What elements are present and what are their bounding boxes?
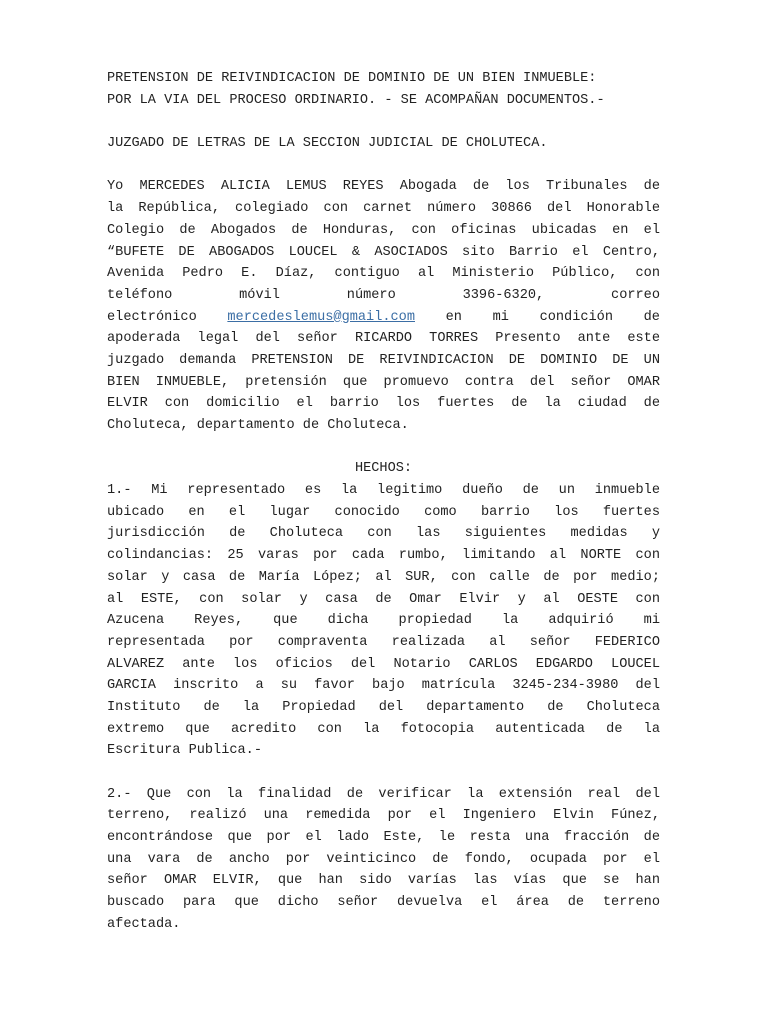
paragraph-line: afectada. bbox=[107, 916, 181, 932]
paragraph-line: señor OMAR ELVIR, que han sido varías las vías que se han bbox=[107, 873, 660, 889]
document-body bbox=[107, 68, 660, 936]
paragraph-line: buscado para que dicho señor devuelva el área de terreno bbox=[107, 895, 660, 911]
paragraph-line: una vara de ancho por veinticinco de fondo, ocupada por el bbox=[107, 851, 660, 867]
fact-2-paragraph bbox=[107, 784, 660, 936]
paragraph-line: Escritura Publica.- bbox=[107, 743, 262, 759]
paragraph-line: Instituto de la Propiedad del departamento de Choluteca bbox=[107, 699, 660, 715]
paragraph-line: “BUFETE DE ABOGADOS LOUCEL & ASOCIADOS sito Barrio el Centro, bbox=[107, 244, 660, 260]
paragraph-line: terreno, realizó una remedida por el Ingeniero Elvin Fúnez, bbox=[107, 808, 660, 824]
document-title-line-1: PRETENSION DE REIVINDICACION DE DOMINIO DE UN BIEN INMUEBLE: bbox=[107, 71, 597, 86]
paragraph-line: electrónico mercedeslemus@gmail.com en mi condición de bbox=[107, 309, 660, 325]
paragraph-line: extremo que acredito con la fotocopia autenticada de la bbox=[107, 721, 660, 737]
paragraph-line: encontrándose que por el lado Este, le resta una fracción de bbox=[107, 830, 660, 846]
document-title-line-2: POR LA VIA DEL PROCESO ORDINARIO. - SE ACOMPAÑAN DOCUMENTOS.- bbox=[107, 92, 605, 108]
paragraph-line: teléfono móvil número 3396-6320, correo bbox=[107, 287, 660, 303]
email-link[interactable]: mercedeslemus@gmail.com bbox=[227, 309, 415, 325]
paragraph-line: colindancias: 25 varas por cada rumbo, limitando al NORTE con bbox=[107, 548, 660, 564]
paragraph-line: Colegio de Abogados de Honduras, con oficinas ubicadas en el bbox=[107, 222, 660, 238]
paragraph-line: ELVIR con domicilio el barrio los fuertes de la ciudad de bbox=[107, 396, 660, 412]
paragraph-line: juzgado demanda PRETENSION DE REIVINDICACION DE DOMINIO DE UN bbox=[107, 352, 660, 368]
paragraph-line: 2.- Que con la finalidad de verificar la extensión real del bbox=[107, 786, 660, 802]
paragraph-line: jurisdicción de Choluteca con las siguientes medidas y bbox=[107, 526, 660, 542]
paragraph-line: BIEN INMUEBLE, pretensión que promuevo contra del señor OMAR bbox=[107, 374, 660, 390]
court-heading: JUZGADO DE LETRAS DE LA SECCION JUDICIAL DE CHOLUTECA. bbox=[107, 136, 548, 152]
paragraph-line: ubicado en el lugar conocido como barrio los fuertes bbox=[107, 504, 660, 520]
section-heading-hechos: HECHOS: bbox=[354, 461, 413, 477]
paragraph-line: representada por compraventa realizada al señor FEDERICO bbox=[107, 634, 660, 650]
paragraph-line: GARCIA inscrito a su favor bajo matrícula 3245-234-3980 del bbox=[107, 678, 660, 694]
paragraph-line: ALVAREZ ante los oficios del Notario CARLOS EDGARDO LOUCEL bbox=[107, 656, 660, 672]
paragraph-line: Choluteca, departamento de Choluteca. bbox=[107, 418, 409, 433]
paragraph-line: 1.- Mi representado es la legitimo dueño de un inmueble bbox=[107, 483, 660, 499]
paragraph-line: Azucena Reyes, que dicha propiedad la adquirió mi bbox=[107, 613, 660, 629]
paragraph-line: apoderada legal del señor RICARDO TORRES Presento ante este bbox=[107, 331, 660, 347]
paragraph-line: Yo MERCEDES ALICIA LEMUS REYES Abogada de los Tribunales de bbox=[107, 179, 660, 195]
paragraph-line: Avenida Pedro E. Díaz, contiguo al Ministerio Público, con bbox=[107, 266, 660, 282]
paragraph-line: al ESTE, con solar y casa de Omar Elvir y al OESTE con bbox=[107, 591, 660, 607]
fact-1-paragraph bbox=[107, 480, 660, 762]
paragraph-line: solar y casa de María López; al SUR, con calle de por medio; bbox=[107, 569, 660, 585]
intro-paragraph bbox=[107, 176, 660, 436]
paragraph-line: la República, colegiado con carnet número 30866 del Honorable bbox=[107, 201, 660, 217]
